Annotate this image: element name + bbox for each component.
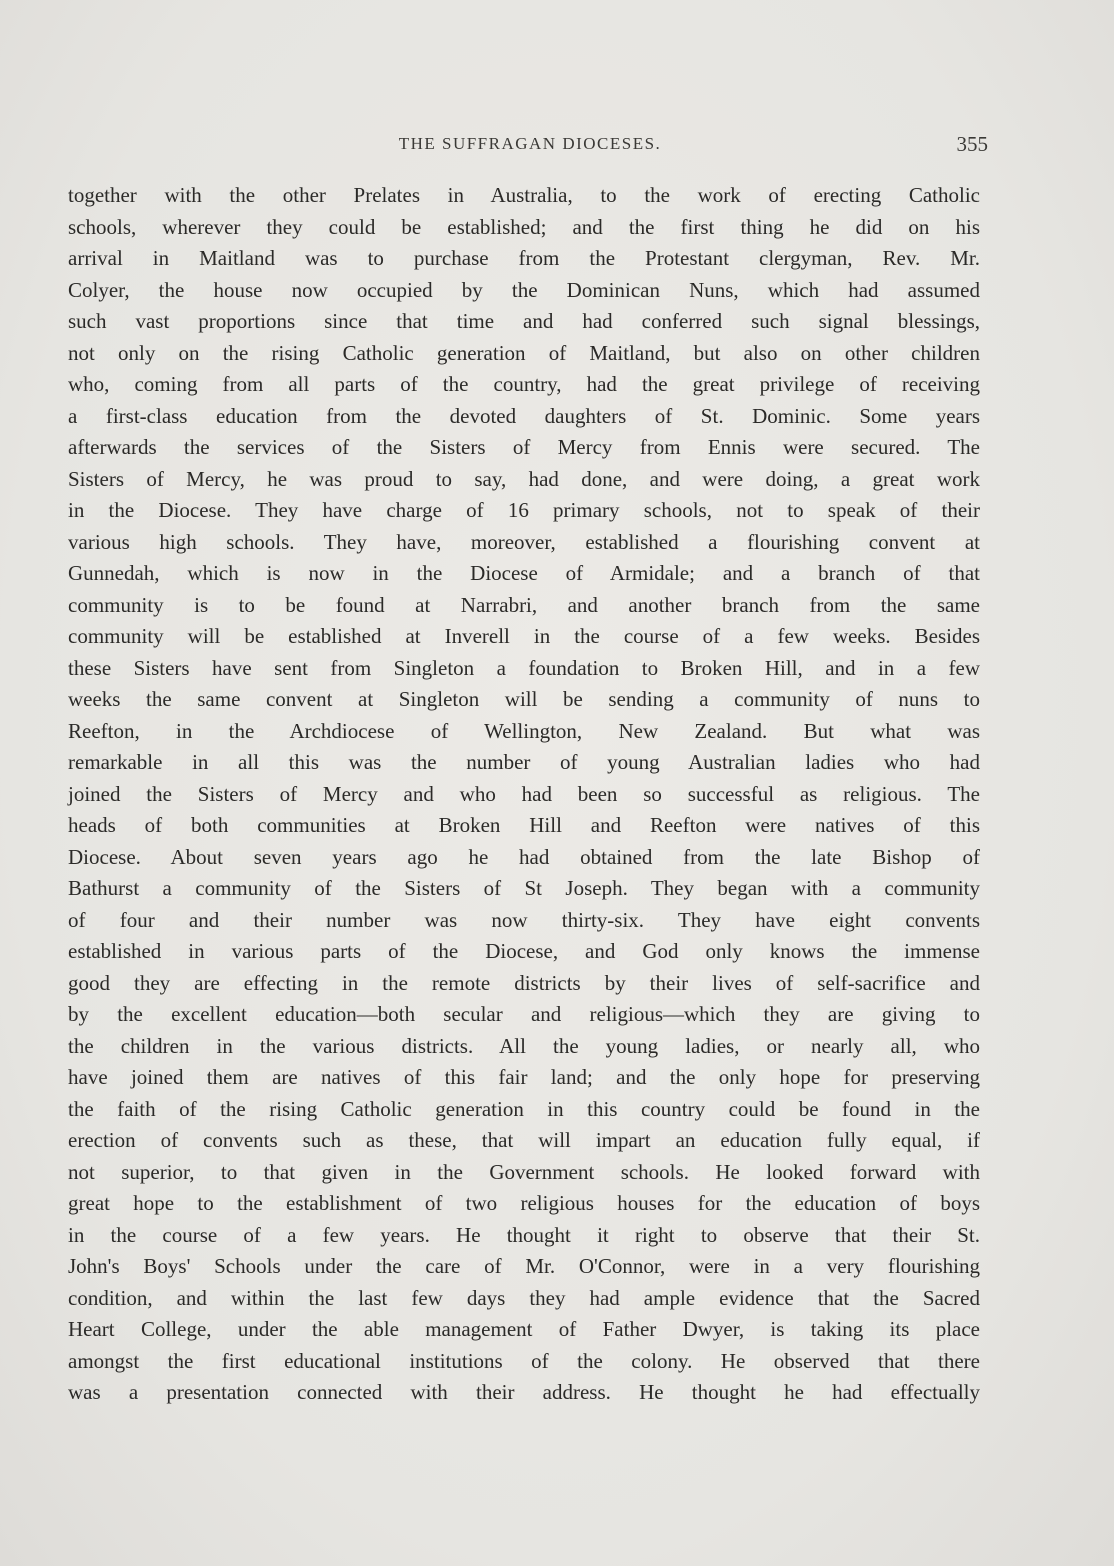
page-number: 355 bbox=[956, 132, 988, 156]
text-line: great hope to the establishment of two religious houses for the education of boys bbox=[68, 1191, 980, 1215]
text-line: weeks the same convent at Singleton will be sending a community of nuns to bbox=[68, 687, 980, 711]
running-title: THE SUFFRAGAN DIOCESES. bbox=[398, 134, 662, 153]
text-line: together with the other Prelates in Australia, to the work of erecting Catholic bbox=[68, 183, 980, 207]
body-text bbox=[68, 180, 980, 1409]
text-line: such vast proportions since that time and had conferred such signal blessings, bbox=[68, 309, 980, 333]
text-line: community will be established at Inverell in the course of a few weeks. Besides bbox=[68, 624, 980, 648]
text-line: Heart College, under the able management of Father Dwyer, is taking its place bbox=[68, 1317, 980, 1341]
text-line: various high schools. They have, moreover, established a flourishing convent at bbox=[68, 529, 980, 554]
text-line: who, coming from all parts of the country, had the great privilege of receiving bbox=[68, 372, 980, 396]
text-line: in the Diocese. They have charge of 16 primary schools, not to speak of their bbox=[68, 498, 980, 522]
text-line: Gunnedah, which is now in the Diocese of Armidale; and a branch of that bbox=[68, 561, 980, 585]
text-line: remarkable in all this was the number of young Australian ladies who had bbox=[68, 750, 980, 774]
text-line: in the course of a few years. He thought it right to observe that their St. bbox=[68, 1222, 980, 1247]
text-line: arrival in Maitland was to purchase from the Protestant clergyman, Rev. Mr. bbox=[68, 246, 980, 270]
text-line: was a presentation connected with their address. He thought he had effectually bbox=[68, 1380, 980, 1404]
text-line: amongst the first educational institutions of the colony. He observed that there bbox=[68, 1348, 980, 1373]
text-line: not superior, to that given in the Government schools. He looked forward with bbox=[68, 1159, 980, 1184]
text-line: condition, and within the last few days they had ample evidence that the Sacred bbox=[68, 1285, 980, 1310]
running-head bbox=[0, 130, 1114, 160]
text-line: Diocese. About seven years ago he had obtained from the late Bishop of bbox=[68, 844, 980, 869]
text-line: the children in the various districts. All the young ladies, or nearly all, who bbox=[68, 1033, 980, 1058]
text-line: these Sisters have sent from Singleton a foundation to Broken Hill, and in a few bbox=[68, 655, 980, 680]
text-line: Bathurst a community of the Sisters of St Joseph. They began with a community bbox=[68, 876, 980, 900]
text-line: Sisters of Mercy, he was proud to say, had done, and were doing, a great work bbox=[68, 466, 980, 491]
text-line: established in various parts of the Diocese, and God only knows the immense bbox=[68, 939, 980, 963]
text-line: the faith of the rising Catholic generation in this country could be found in the bbox=[68, 1096, 980, 1121]
text-line: afterwards the services of the Sisters of Mercy from Ennis were secured. The bbox=[68, 435, 980, 459]
text-line: heads of both communities at Broken Hill and Reefton were natives of this bbox=[68, 813, 980, 837]
text-line: by the excellent education—both secular and religious—which they are giving to bbox=[68, 1002, 980, 1026]
text-line: joined the Sisters of Mercy and who had been so successful as religious. The bbox=[68, 781, 980, 806]
text-line: a first-class education from the devoted daughters of St. Dominic. Some years bbox=[68, 403, 980, 428]
text-line: of four and their number was now thirty-six. They have eight convents bbox=[68, 907, 980, 932]
text-line: have joined them are natives of this fair land; and the only hope for preserving bbox=[68, 1065, 980, 1089]
text-line: Reefton, in the Archdiocese of Wellington, New Zealand. But what was bbox=[68, 718, 980, 743]
text-line: not only on the rising Catholic generation of Maitland, but also on other children bbox=[68, 340, 980, 365]
text-line: Colyer, the house now occupied by the Dominican Nuns, which had assumed bbox=[68, 277, 980, 302]
text-line: community is to be found at Narrabri, and another branch from the same bbox=[68, 592, 980, 617]
text-line: schools, wherever they could be established; and the first thing he did on his bbox=[68, 214, 980, 239]
text-line: John's Boys' Schools under the care of Mr. O'Connor, were in a very flourishing bbox=[68, 1254, 980, 1278]
text-line: good they are effecting in the remote districts by their lives of self-sacrifice and bbox=[68, 970, 980, 995]
text-line: erection of convents such as these, that will impart an education fully equal, if bbox=[68, 1128, 980, 1152]
